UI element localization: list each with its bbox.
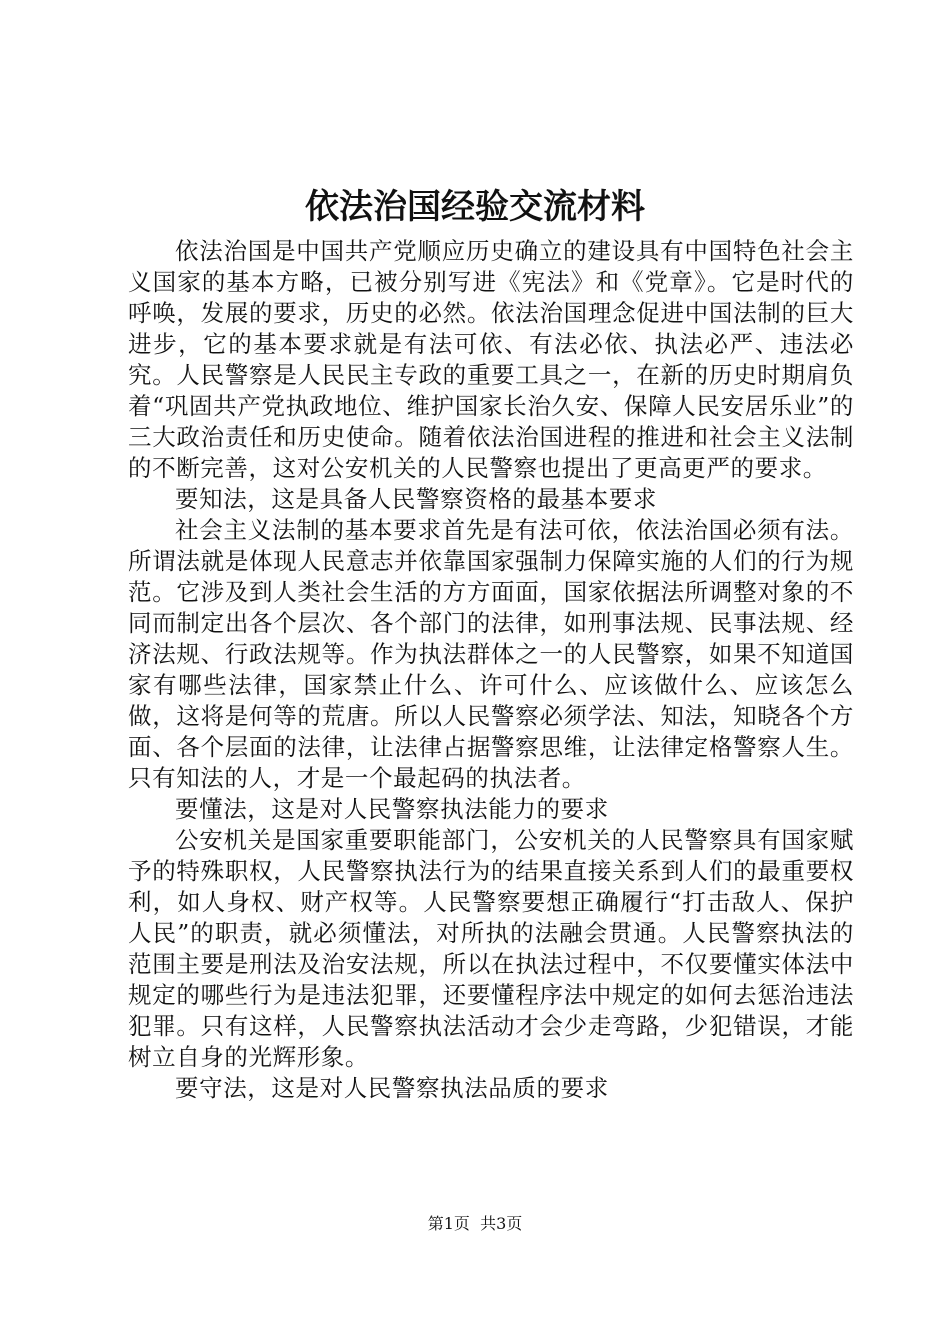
section-heading-know-law: 要知法，这是具备人民警察资格的最基本要求 <box>175 485 657 513</box>
page-number: 第1页 <box>427 1214 470 1233</box>
paragraph-understand-law: 公安机关是国家重要职能部门，公安机关的人民警察具有国家赋予的特殊职权，人民警察执法行为的结果直接关系到人们的最重要权利，如人身权、财产权等。人民警察要想正确履行“打击敌人、保护人民”的职责，就必须懂法，对所执的法融会贯通。人民警察执法的范围主要是刑法及治安法规，所以在执法过程中，不仅要懂实体法中规定的哪些行为是违法犯罪，还要懂程序法中规定的如何去惩治违法犯罪。只有这样，人民警察执法活动才会少走弯路，少犯错误，才能树立自身的光辉形象。 <box>128 826 854 1071</box>
page-footer <box>0 1212 950 1236</box>
document-title: 依法治国经验交流材料 <box>305 187 645 227</box>
document-body <box>128 236 854 1104</box>
paragraph-know-law: 社会主义法制的基本要求首先是有法可依，依法治国必须有法。所谓法就是体现人民意志并依靠国家强制力保障实施的人们的行为规范。它涉及到人类社会生活的方方面面，国家依据法所调整对象的不同而制定出各个层次、各个部门的法律，如刑事法规、民事法规、经济法规、行政法规等。作为执法群体之一的人民警察，如果不知道国家有哪些法律，国家禁止什么、许可什么、应该做什么、应该怎么做，这将是何等的荒唐。所以人民警察必须学法、知法，知晓各个方面、各个层面的法律，让法律占据警察思维，让法律定格警察人生。只有知法的人，才是一个最起码的执法者。 <box>128 516 854 792</box>
page-total: 共3页 <box>480 1214 523 1233</box>
section-heading-obey-law: 要守法，这是对人民警察执法品质的要求 <box>175 1074 609 1102</box>
section-heading-understand-law: 要懂法，这是对人民警察执法能力的要求 <box>175 795 609 823</box>
paragraph-intro: 依法治国是中国共产党顺应历史确立的建设具有中国特色社会主义国家的基本方略，已被分别写进《宪法》和《党章》。它是时代的呼唤，发展的要求，历史的必然。依法治国理念促进中国法制的巨大进步，它的基本要求就是有法可依、有法必依、执法必严、违法必究。人民警察是人民民主专政的重要工具之一，在新的历史时期肩负着“巩固共产党执政地位、维护国家长治久安、保障人民安居乐业”的三大政治责任和历史使命。随着依法治国进程的推进和社会主义法制的不断完善，这对公安机关的人民警察也提出了更高更严的要求。 <box>128 237 854 482</box>
